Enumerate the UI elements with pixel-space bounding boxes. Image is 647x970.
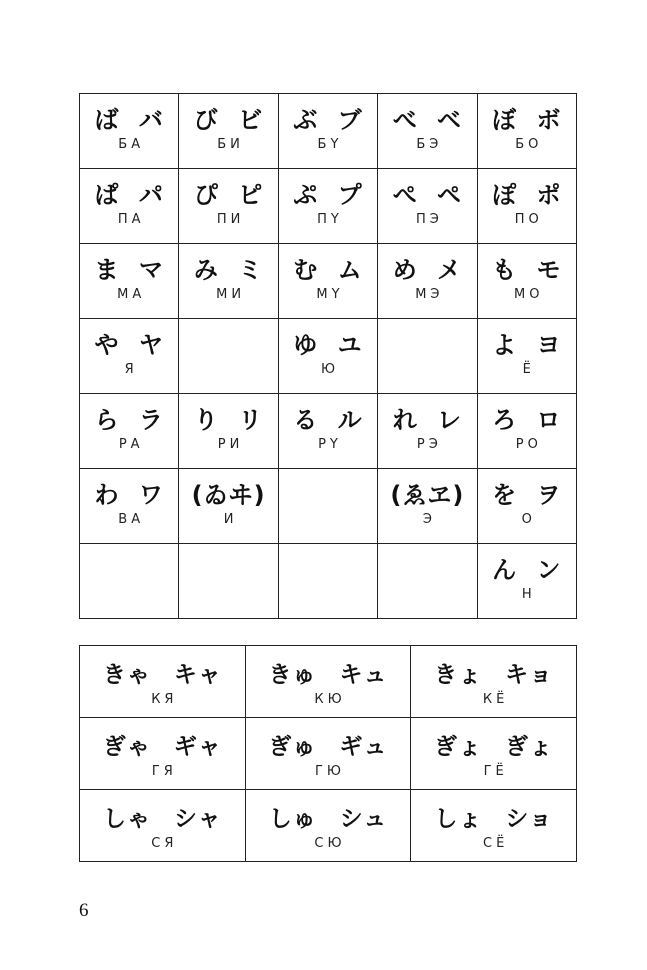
cyrillic-reading: МИ xyxy=(216,287,246,302)
kana-cell xyxy=(477,394,576,469)
kana-pair: ぱ パ xyxy=(94,181,164,209)
kana-pair: きょ キョ xyxy=(434,662,554,688)
kana-pair: ぎょ ぎょ xyxy=(434,734,554,760)
kana-cell xyxy=(80,244,179,319)
table-row xyxy=(80,319,577,394)
kana-cell xyxy=(477,319,576,394)
cyrillic-reading: РЭ xyxy=(416,437,442,452)
kana-pair: ぎゅ ギュ xyxy=(268,734,388,760)
kana-pair: ぺ ペ xyxy=(392,181,463,209)
cyrillic-reading: И xyxy=(223,512,238,527)
cyrillic-reading: О xyxy=(521,512,536,527)
kana-cell xyxy=(80,169,179,244)
yoon-cell xyxy=(411,790,577,862)
kana-pair: を ヲ xyxy=(492,481,562,509)
cyrillic-reading: БА xyxy=(118,137,145,152)
kana-pair: きゃ キャ xyxy=(102,662,222,688)
cyrillic-reading: ВА xyxy=(118,512,145,527)
cyrillic-reading: РА xyxy=(118,437,144,452)
cyrillic-reading: БИ xyxy=(217,137,244,152)
empty-cell xyxy=(80,544,179,619)
cyrillic-reading: СЮ xyxy=(314,836,346,851)
empty-cell xyxy=(278,469,377,544)
table-row xyxy=(80,544,577,619)
kana-pair: も モ xyxy=(492,256,562,284)
empty-cell xyxy=(179,319,278,394)
kana-cell xyxy=(378,94,477,169)
cyrillic-reading: КЁ xyxy=(482,692,509,707)
cyrillic-reading: РY xyxy=(318,437,342,452)
cyrillic-reading: МА xyxy=(117,287,146,302)
cyrillic-reading: КЮ xyxy=(314,692,346,707)
table-row xyxy=(80,244,577,319)
kana-pair: ぴ ピ xyxy=(193,181,264,209)
kana-pair: る ル xyxy=(293,406,363,434)
cyrillic-reading: МY xyxy=(316,287,344,302)
cyrillic-reading: ПА xyxy=(117,212,145,227)
kana-cell xyxy=(477,169,576,244)
kana-pair: び ビ xyxy=(193,106,264,134)
table-row xyxy=(80,94,577,169)
kana-pair: ん ン xyxy=(492,556,562,584)
kana-pair: ろ ロ xyxy=(492,406,562,434)
kana-pair: べ ベ xyxy=(392,106,463,134)
cyrillic-reading: КЯ xyxy=(151,692,178,707)
cyrillic-reading: ГЮ xyxy=(315,764,345,779)
cyrillic-reading: Ё xyxy=(522,362,535,377)
kana-pair: (ゐヰ) xyxy=(191,481,266,509)
kana-pair: ぽ ポ xyxy=(492,181,562,209)
kana-cell xyxy=(179,469,278,544)
cyrillic-reading: ПО xyxy=(514,212,543,227)
yoon-cell xyxy=(80,646,246,718)
cyrillic-reading: ГЯ xyxy=(151,764,177,779)
kana-table xyxy=(79,93,577,619)
kana-pair: わ ワ xyxy=(94,481,164,509)
yoon-cell xyxy=(80,790,246,862)
table-row xyxy=(80,394,577,469)
kana-pair: ら ラ xyxy=(94,406,164,434)
kana-cell xyxy=(278,169,377,244)
kana-pair: ぶ ブ xyxy=(293,106,363,134)
kana-pair: み ミ xyxy=(193,256,264,284)
kana-cell xyxy=(278,394,377,469)
kana-cell xyxy=(477,544,576,619)
kana-pair: ぼ ボ xyxy=(492,106,562,134)
kana-cell xyxy=(278,94,377,169)
table-row xyxy=(80,169,577,244)
kana-cell xyxy=(278,319,377,394)
yoon-table xyxy=(79,645,577,862)
yoon-cell xyxy=(411,718,577,790)
kana-pair: きゅ キュ xyxy=(268,662,388,688)
table-row xyxy=(80,790,577,862)
cyrillic-reading: Я xyxy=(124,362,138,377)
kana-pair: り リ xyxy=(193,406,264,434)
kana-pair: しょ ショ xyxy=(434,806,553,832)
yoon-cell xyxy=(80,718,246,790)
kana-cell xyxy=(378,469,477,544)
kana-pair: (ゑヱ) xyxy=(390,481,465,509)
kana-pair: め メ xyxy=(392,256,463,284)
kana-pair: れ レ xyxy=(392,406,463,434)
cyrillic-reading: РИ xyxy=(217,437,244,452)
kana-cell xyxy=(179,169,278,244)
cyrillic-reading: Э xyxy=(422,512,436,527)
empty-cell xyxy=(278,544,377,619)
kana-pair: しゅ シュ xyxy=(268,806,388,832)
kana-pair: しゃ シャ xyxy=(103,806,222,832)
kana-cell xyxy=(278,244,377,319)
table-row xyxy=(80,646,577,718)
cyrillic-reading: ПИ xyxy=(216,212,245,227)
empty-cell xyxy=(179,544,278,619)
kana-pair: よ ヨ xyxy=(492,331,562,359)
kana-pair: ぷ プ xyxy=(293,181,363,209)
cyrillic-reading: СЯ xyxy=(151,836,178,851)
yoon-cell xyxy=(245,790,411,862)
kana-cell xyxy=(378,394,477,469)
cyrillic-reading: БY xyxy=(317,137,343,152)
empty-cell xyxy=(378,319,477,394)
kana-cell xyxy=(179,94,278,169)
kana-cell xyxy=(80,394,179,469)
empty-cell xyxy=(378,544,477,619)
table-row xyxy=(80,469,577,544)
cyrillic-reading: Н xyxy=(521,587,536,602)
cyrillic-reading: СЁ xyxy=(483,836,509,851)
kana-pair: ま マ xyxy=(94,256,164,284)
cyrillic-reading: ГЁ xyxy=(483,764,508,779)
kana-cell xyxy=(378,169,477,244)
cyrillic-reading: БЭ xyxy=(416,137,443,152)
kana-pair: ば バ xyxy=(94,106,164,134)
kana-pair: ゆ ユ xyxy=(293,331,363,359)
kana-cell xyxy=(80,94,179,169)
kana-cell xyxy=(477,244,576,319)
cyrillic-reading: ПЭ xyxy=(415,212,443,227)
yoon-cell xyxy=(245,646,411,718)
yoon-cell xyxy=(411,646,577,718)
kana-cell xyxy=(477,469,576,544)
kana-cell xyxy=(477,94,576,169)
kana-pair: ぎゃ ギャ xyxy=(102,734,222,760)
cyrillic-reading: БО xyxy=(515,137,543,152)
table-row xyxy=(80,718,577,790)
cyrillic-reading: Ю xyxy=(320,362,339,377)
cyrillic-reading: МО xyxy=(514,287,544,302)
page-number: 6 xyxy=(79,900,89,921)
kana-cell xyxy=(80,319,179,394)
cyrillic-reading: РО xyxy=(515,437,542,452)
cyrillic-reading: ПY xyxy=(317,212,343,227)
kana-cell xyxy=(179,394,278,469)
kana-cell xyxy=(179,244,278,319)
kana-pair: む ム xyxy=(293,256,363,284)
kana-pair: や ヤ xyxy=(94,331,164,359)
cyrillic-reading: МЭ xyxy=(415,287,444,302)
kana-cell xyxy=(378,244,477,319)
yoon-cell xyxy=(245,718,411,790)
kana-cell xyxy=(80,469,179,544)
